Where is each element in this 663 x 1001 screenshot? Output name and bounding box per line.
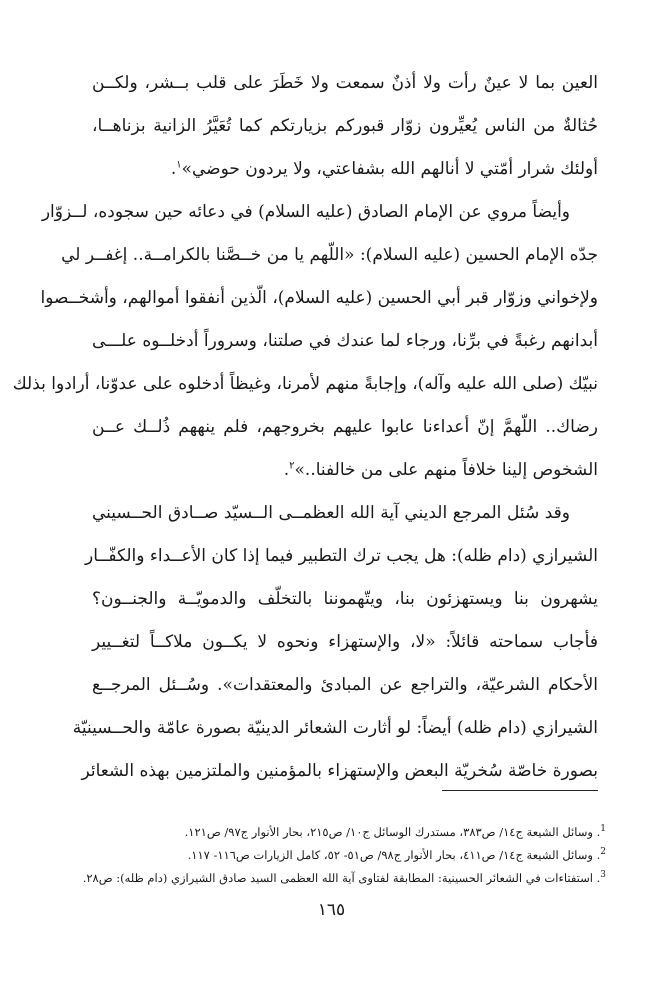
text-line: الشيرازي (دام ظله): هل يجب ترك التطبير فيما إذا كان الأعــداء والكفّــار [85, 546, 598, 566]
text-line: فأجاب سماحته قائلاً: «لا، والإستهزاء ونحوه لا يكــون ملاكــاً لتغــيير [92, 632, 598, 652]
text-line-content: الشخوص إلينا خلافاً منهم على من خالفنا..» [294, 460, 598, 480]
text-line: أولئك شرار أمّتي لا أنالهم الله بشفاعتي، ولا يردون حوضي»$^١$. [170, 159, 598, 179]
text-line-content: أولئك شرار أمّتي لا أنالهم الله بشفاعتي، ولا يردون حوضي» [181, 159, 598, 179]
text-line: أبدانهم رغبةً في برِّنا، ورجاء لما عندك في صلتنا، وسروراً أدخلــوه علـــى [92, 331, 598, 351]
footnote-text: . وسائل الشيعة ج١٤/ ص٤١١، بحار الأنوار ج٩٨/ ص٥١- ٥٢، كامل الزيارات ص١١٦- ١١٧. [187, 847, 601, 862]
text-line: الشخوص إلينا خلافاً منهم على من خالفنا..»$^٢$. [283, 460, 598, 480]
footnote-number: 3 [600, 870, 606, 880]
footnote-ref-1[interactable]: ١ [176, 159, 182, 171]
footnote-divider [442, 790, 598, 791]
footnote-1 [92, 818, 606, 841]
footnote-text: . وسائل الشيعة ج١٤/ ص٣٨٣، مستدرك الوسائل ج١٠/ ص٢١٥، بحار الأنوار ج٩٧/ ص١٢١. [184, 824, 601, 839]
text-line: وأيضاً مروي عن الإمام الصادق (عليه السلام) في دعائه حين سجوده، لــزوّار [41, 202, 570, 222]
page-number: ١٦٥ [317, 900, 346, 920]
text-line: وقد سُئل المرجع الديني آية الله العظمــى الــسيّد صــادق الحــسيني [92, 503, 570, 523]
footnote-3 [82, 864, 606, 887]
footnote-number: 2 [600, 847, 606, 857]
main-text [12, 62, 598, 793]
text-line: بصورة خاصّة سُخريّة البعض والإستهزاء بالمؤمنين والملتزمين بهذه الشعائر [81, 761, 598, 781]
text-line: جدّه الإمام الحسين (عليه السلام): «اللّهم يا من خــصَّنا بالكرامــة.. إغفــر لي [61, 245, 598, 265]
footnote-2 [92, 841, 606, 864]
text-line: حُثالةٌ من الناس يُعيِّرون زوّار قبوركم بزيارتكم كما تُعَيَّرُ الزانية بزناهــا، [92, 116, 598, 136]
footnote-text: . استفتاءات في الشعائر الحسينية: المطابقة لفتاوى آية الله العظمى السيد صادق الشيرازي (دام ظله): ص٢٨. [82, 870, 601, 885]
text-line: يشهرون بنا ويستهزئون بنا، ويتّهموننا بالتخلّف والدمويّــة والجنــون؟ [92, 589, 598, 609]
text-line: العين بما لا عينٌ رأت ولا أذنٌ سمعت ولا خَطَرَ على قلب بــشر، ولكــن [92, 73, 598, 93]
text-line: الشيرازي (دام ظله) أيضاً: لو أثارت الشعائر الدينيّة بصورة عامّة والحــسينيّة [72, 718, 598, 738]
text-line: نبيّك (صلى الله عليه وآله)، وإجابةً منهم لأمرنا، وغيظاً أدخلوه على عدوّنا، أرادوا بذلك [12, 374, 598, 394]
text-line: ولإخواني وزوّار قبر أبي الحسين (عليه السلام)، الّذين أنفقوا أموالهم، وأشخــصوا [40, 288, 598, 308]
text-line: رضاك.. اللّهمَّ إنّ أعداءنا عابوا عليهم بخروجهم، فلم ينههم ذُلــك عــن [92, 417, 598, 437]
text-line: الأحكام الشرعيّة، والتراجع عن المبادئ والمعتقدات». وسُــئل المرجــع [92, 675, 598, 695]
footnotes [82, 818, 606, 887]
footnote-number: 1 [600, 824, 606, 834]
footnote-ref-2[interactable]: ٢ [289, 460, 295, 472]
